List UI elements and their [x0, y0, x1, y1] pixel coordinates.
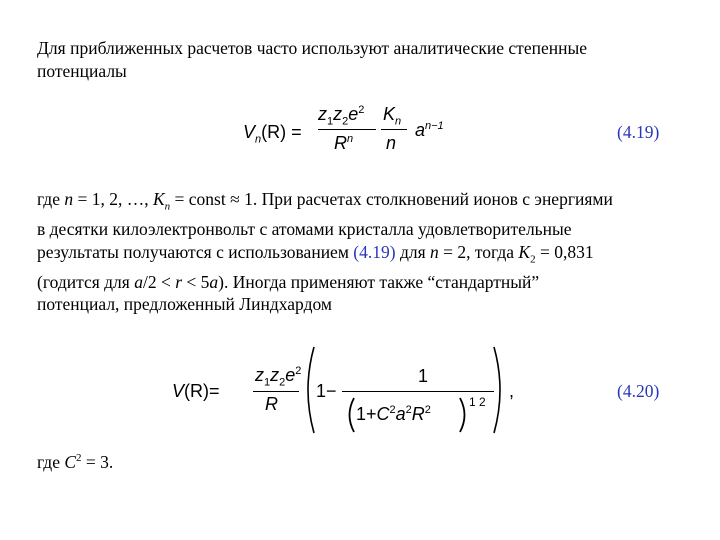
equation-number-4-20: (4.20) [617, 381, 660, 401]
eq2-inner-expression: $1+C^2a^2R^2$ [356, 404, 431, 424]
para-line-2: в десятки килоэлектронвольт с атомами кристалла удовлетворительные [37, 219, 572, 239]
eq2-fraction-bar-2 [342, 391, 494, 392]
eq2-right-big-paren [490, 345, 508, 435]
intro-line-2: потенциалы [37, 60, 127, 81]
para-line-1: где n = 1, 2, …, $K_n$ = const ≈ 1. При расчетах столкновений ионов с энергиями [37, 189, 613, 213]
eq2-one-minus: 1− [316, 381, 337, 401]
para-line-3: результаты получаются с использованием (4.19) для n = 2, тогда $K_2 = 0,831$ [37, 241, 594, 265]
eq1-fraction-bar-2 [381, 129, 407, 130]
eq1-a-power: $a^{n-1}$ [415, 120, 444, 140]
intro-paragraph [37, 37, 697, 82]
constant-definition: где $C^2 = 3$. [37, 451, 114, 472]
eq1-denominator: $R^n$ [334, 133, 354, 153]
eq1-n: n [386, 133, 397, 153]
eq1-numerator: $z_1z_2e^2$ [318, 104, 365, 128]
eq2-comma: , [509, 381, 515, 401]
main-paragraph [37, 188, 697, 316]
eq2-fraction-bar-1 [253, 391, 299, 392]
eq1-K: $K_n$ [383, 104, 402, 128]
equation-number-4-19: (4.19) [617, 122, 660, 142]
eq2-inner-numerator: 1 [418, 366, 429, 386]
eq2-numerator: $z_1z_2e^2$ [255, 365, 302, 389]
para-line-5: потенциал, предложенный Линдхардом [37, 294, 332, 314]
eq2-lhs: V(R)= [172, 381, 220, 401]
eq1-fraction-bar-1 [318, 129, 376, 130]
eq1-lhs: $V_n(R)$ = [243, 122, 302, 146]
para-line-4: (годится для a/2 < r < 5a). Иногда применяют также “стандартный” [37, 271, 540, 292]
eq2-power: 1 2 [469, 395, 486, 409]
eq2-denominator: R [265, 394, 278, 414]
eq2-inner-left-paren [344, 396, 356, 434]
intro-line-1: Для приближенных расчетов часто используют аналитические степенные [37, 38, 587, 58]
equation-reference: (4.19) [353, 241, 396, 262]
